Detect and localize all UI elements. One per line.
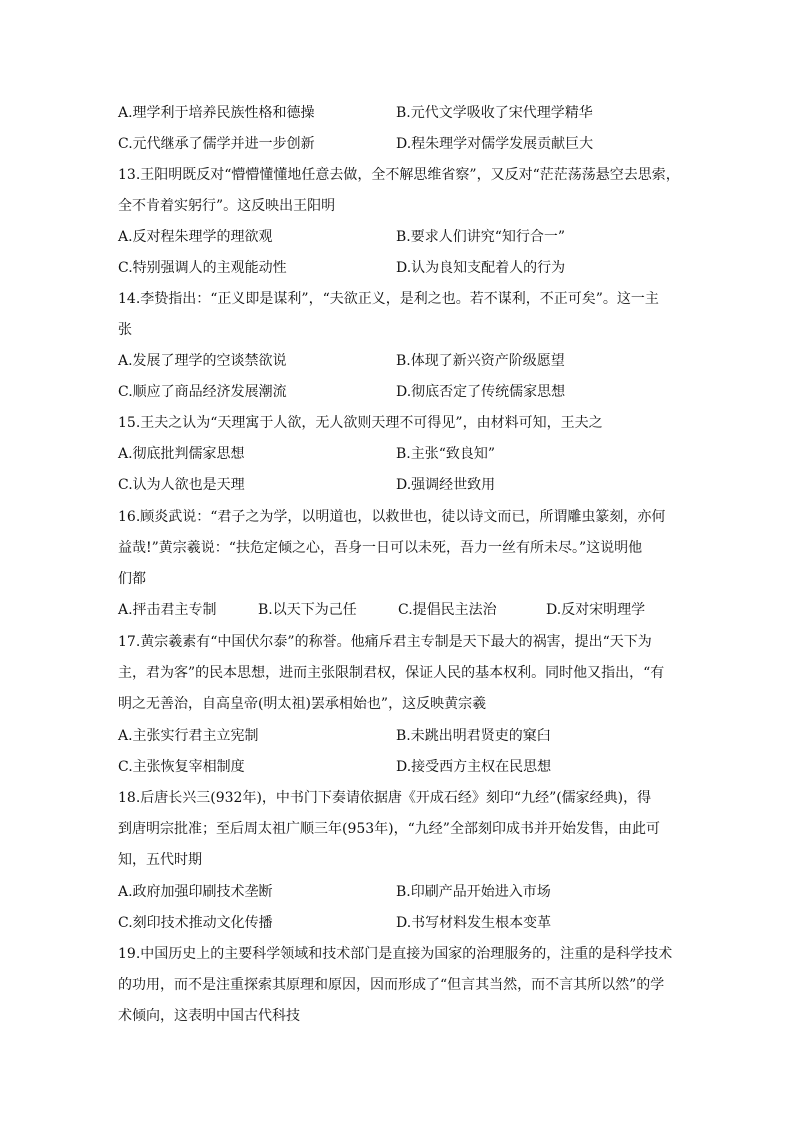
q17-stem-line1: 17.黄宗羲素有“中国伏尔泰”的称誉。他痛斥君主专制是天下最大的祸害，提出“天下为 — [118, 634, 652, 650]
q13-option-c: C.特别强调人的主观能动性 — [118, 260, 287, 276]
q13-stem-line2: 全不肯着实躬行”。这反映出王阳明 — [118, 198, 336, 214]
q18-stem-line3: 知，五代时期 — [118, 852, 202, 868]
q17-option-c: C.主张恢复宰相制度 — [118, 759, 245, 775]
q13-stem-line1: 13.王阳明既反对“懵懵懂懂地任意去做，全不解思维省察”，又反对“茫茫荡荡悬空去思索， — [118, 167, 680, 183]
q14-stem-line1: 14.李贽指出：“正义即是谋利”，“夫欲正义，是利之也。若不谋利，不正可矣”。这一主 — [118, 291, 659, 307]
q14-option-d: D.彻底否定了传统儒家思想 — [396, 384, 566, 400]
q12-option-c: C.元代继承了儒学并进一步创新 — [118, 136, 315, 152]
q13-option-b: B.要求人们讲究“知行合一” — [396, 229, 566, 245]
q15-option-b: B.主张“致良知” — [396, 446, 496, 462]
q18-option-d: D.书写材料发生根本变革 — [396, 915, 552, 931]
q14-stem-line2: 张 — [118, 322, 132, 338]
q13-option-a: A.反对程朱理学的理欲观 — [118, 229, 273, 245]
q14-option-b: B.体现了新兴资产阶级愿望 — [396, 353, 565, 369]
q18-stem-line1: 18.后唐长兴三(932年)，中书门下奏请依据唐《开成石经》刻印“九经”(儒家经典)，得 — [118, 790, 652, 806]
q15-option-c: C.认为人欲也是天理 — [118, 477, 245, 493]
q14-option-c: C.顺应了商品经济发展潮流 — [118, 384, 287, 400]
q16-option-d: D.反对宋明理学 — [546, 602, 646, 618]
q16-stem-line3: 们都 — [118, 571, 146, 587]
q17-option-d: D.接受西方主权在民思想 — [396, 759, 552, 775]
q16-option-b: B.以天下为己任 — [258, 602, 357, 618]
q19-stem-line3: 术倾向，这表明中国古代科技 — [118, 1008, 300, 1024]
q15-option-d: D.强调经世致用 — [396, 477, 496, 493]
q18-stem-line2: 到唐明宗批准；至后周太祖广顺三年(953年)，“九经”全部刻印成书并开始发售，由此可 — [118, 821, 660, 837]
q15-option-a: A.彻底批判儒家思想 — [118, 446, 245, 462]
q15-stem-line1: 15.王夫之认为“天理寓于人欲，无人欲则天理不可得见”，由材料可知，王夫之 — [118, 415, 603, 431]
q17-option-b: B.未跳出明君贤吏的窠臼 — [396, 728, 551, 744]
q16-option-a: A.抨击君主专制 — [118, 602, 217, 618]
q16-stem-line1: 16.顾炎武说：“君子之为学，以明道也，以救世也，徒以诗文而已，所谓雕虫篆刻，亦何 — [118, 509, 666, 525]
q18-option-b: B.印刷产品开始进入市场 — [396, 884, 551, 900]
q16-option-c: C.提倡民主法治 — [398, 602, 497, 618]
q12-option-a: A.理学利于培养民族性格和德操 — [118, 105, 315, 121]
q17-stem-line2: 主，君为客”的民本思想，进而主张限制君权，保证人民的基本权利。同时他又指出，“有 — [118, 665, 665, 681]
q13-option-d: D.认为良知支配着人的行为 — [396, 260, 566, 276]
q14-option-a: A.发展了理学的空谈禁欲说 — [118, 353, 287, 369]
q12-option-d: D.程朱理学对儒学发展贡献巨大 — [396, 136, 594, 152]
q12-option-b: B.元代文学吸收了宋代理学精华 — [396, 105, 593, 121]
q17-stem-line3: 明之无善治，自高皇帝(明太祖)罢承相始也”，这反映黄宗羲 — [118, 696, 487, 712]
q19-stem-line1: 19.中国历史上的主要科学领域和技术部门是直接为国家的治理服务的，注重的是科学技术 — [118, 946, 673, 962]
q18-option-a: A.政府加强印刷技术垄断 — [118, 884, 273, 900]
q16-stem-line2: 益哉!”黄宗羲说：“扶危定倾之心，吾身一日可以未死，吾力一丝有所未尽。”这说明他 — [118, 540, 643, 556]
q18-option-c: C.刻印技术推动文化传播 — [118, 915, 273, 931]
q19-stem-line2: 的功用，而不是注重探索其原理和原因，因而形成了“但言其当然，而不言其所以然”的学 — [118, 977, 665, 993]
q17-option-a: A.主张实行君主立宪制 — [118, 728, 259, 744]
